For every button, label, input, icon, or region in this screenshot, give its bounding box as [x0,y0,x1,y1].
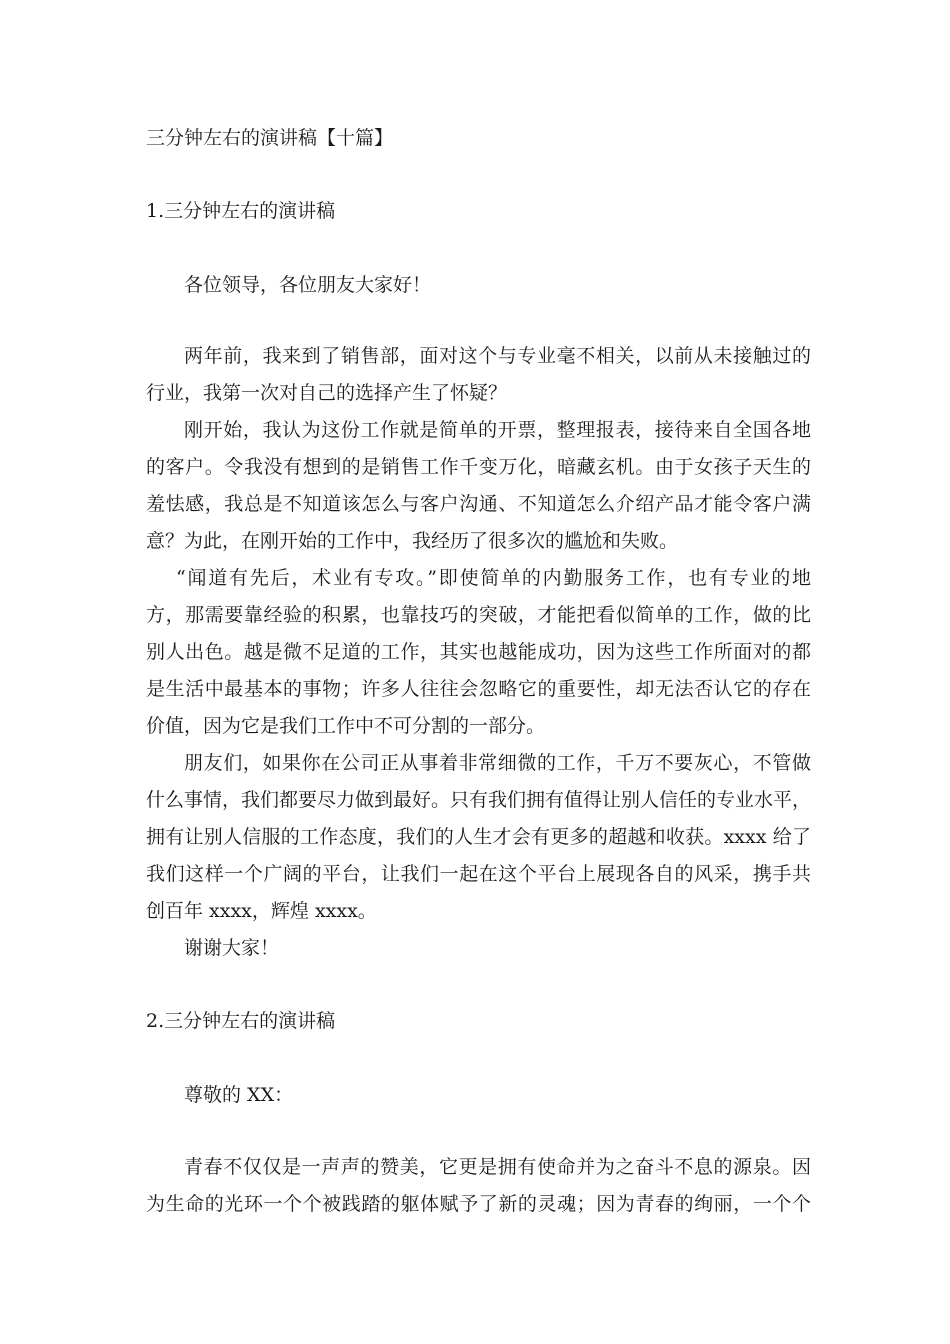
section-2-greeting: 尊敬的 XX： [184,1084,294,1106]
paragraph-line: 价值，因为它是我们工作中不可分割的一部分。 [146,715,546,737]
paragraph-line: 拥有让别人信服的工作态度，我们的人生才会有更多的超越和收获。xxxx 给了 [146,826,811,848]
paragraph-line: 什么事情，我们都要尽力做到最好。只有我们拥有值得让别人信任的专业水平， [146,789,812,811]
section-1-heading: 1.三分钟左右的演讲稿 [146,200,336,222]
paragraph-line: 创百年 xxxx，辉煌 xxxx。 [146,900,377,922]
section-2-heading: 2.三分钟左右的演讲稿 [146,1010,336,1032]
paragraph-line: 青春不仅仅是一声声的赞美，它更是拥有使命并为之奋斗不息的源泉。因 [184,1156,811,1178]
section-1-greeting: 各位领导，各位朋友大家好！ [184,274,432,296]
paragraph-line: 朋友们，如果你在公司正从事着非常细微的工作，千万不要灰心，不管做 [184,752,811,774]
paragraph-line: 的客户。令我没有想到的是销售工作千变万化，暗藏玄机。由于女孩子天生的 [146,456,811,478]
paragraph-line: 为生命的光环一个个被践踏的躯体赋予了新的灵魂；因为青春的绚丽，一个个 [146,1193,811,1215]
paragraph-line: 意？为此，在刚开始的工作中，我经历了很多次的尴尬和失败。 [146,530,679,552]
paragraph-line: “闻道有先后，术业有专攻。”即使简单的内勤服务工作，也有专业的地 [176,567,811,589]
paragraph-line: 方，那需要靠经验的积累，也靠技巧的突破，才能把看似简单的工作，做的比 [146,604,811,626]
paragraph-line: 刚开始，我认为这份工作就是简单的开票，整理报表，接待来自全国各地 [184,419,811,441]
paragraph-line: 羞怯感，我总是不知道该怎么与客户沟通、不知道怎么介绍产品才能令客户满 [146,493,811,515]
document-title: 三分钟左右的演讲稿【十篇】 [146,127,394,149]
paragraph-line: 别人出色。越是微不足道的工作，其实也越能成功，因为这些工作所面对的都 [146,641,811,663]
paragraph-line: 我们这样一个广阔的平台，让我们一起在这个平台上展现各自的风采，携手共 [146,863,811,885]
closing-line: 谢谢大家！ [184,937,280,959]
paragraph-line: 行业，我第一次对自己的选择产生了怀疑？ [146,382,508,404]
paragraph-line: 两年前，我来到了销售部，面对这个与专业毫不相关，以前从未接触过的 [184,345,811,367]
paragraph-line: 是生活中最基本的事物；许多人往往会忽略它的重要性，却无法否认它的存在 [146,678,811,700]
